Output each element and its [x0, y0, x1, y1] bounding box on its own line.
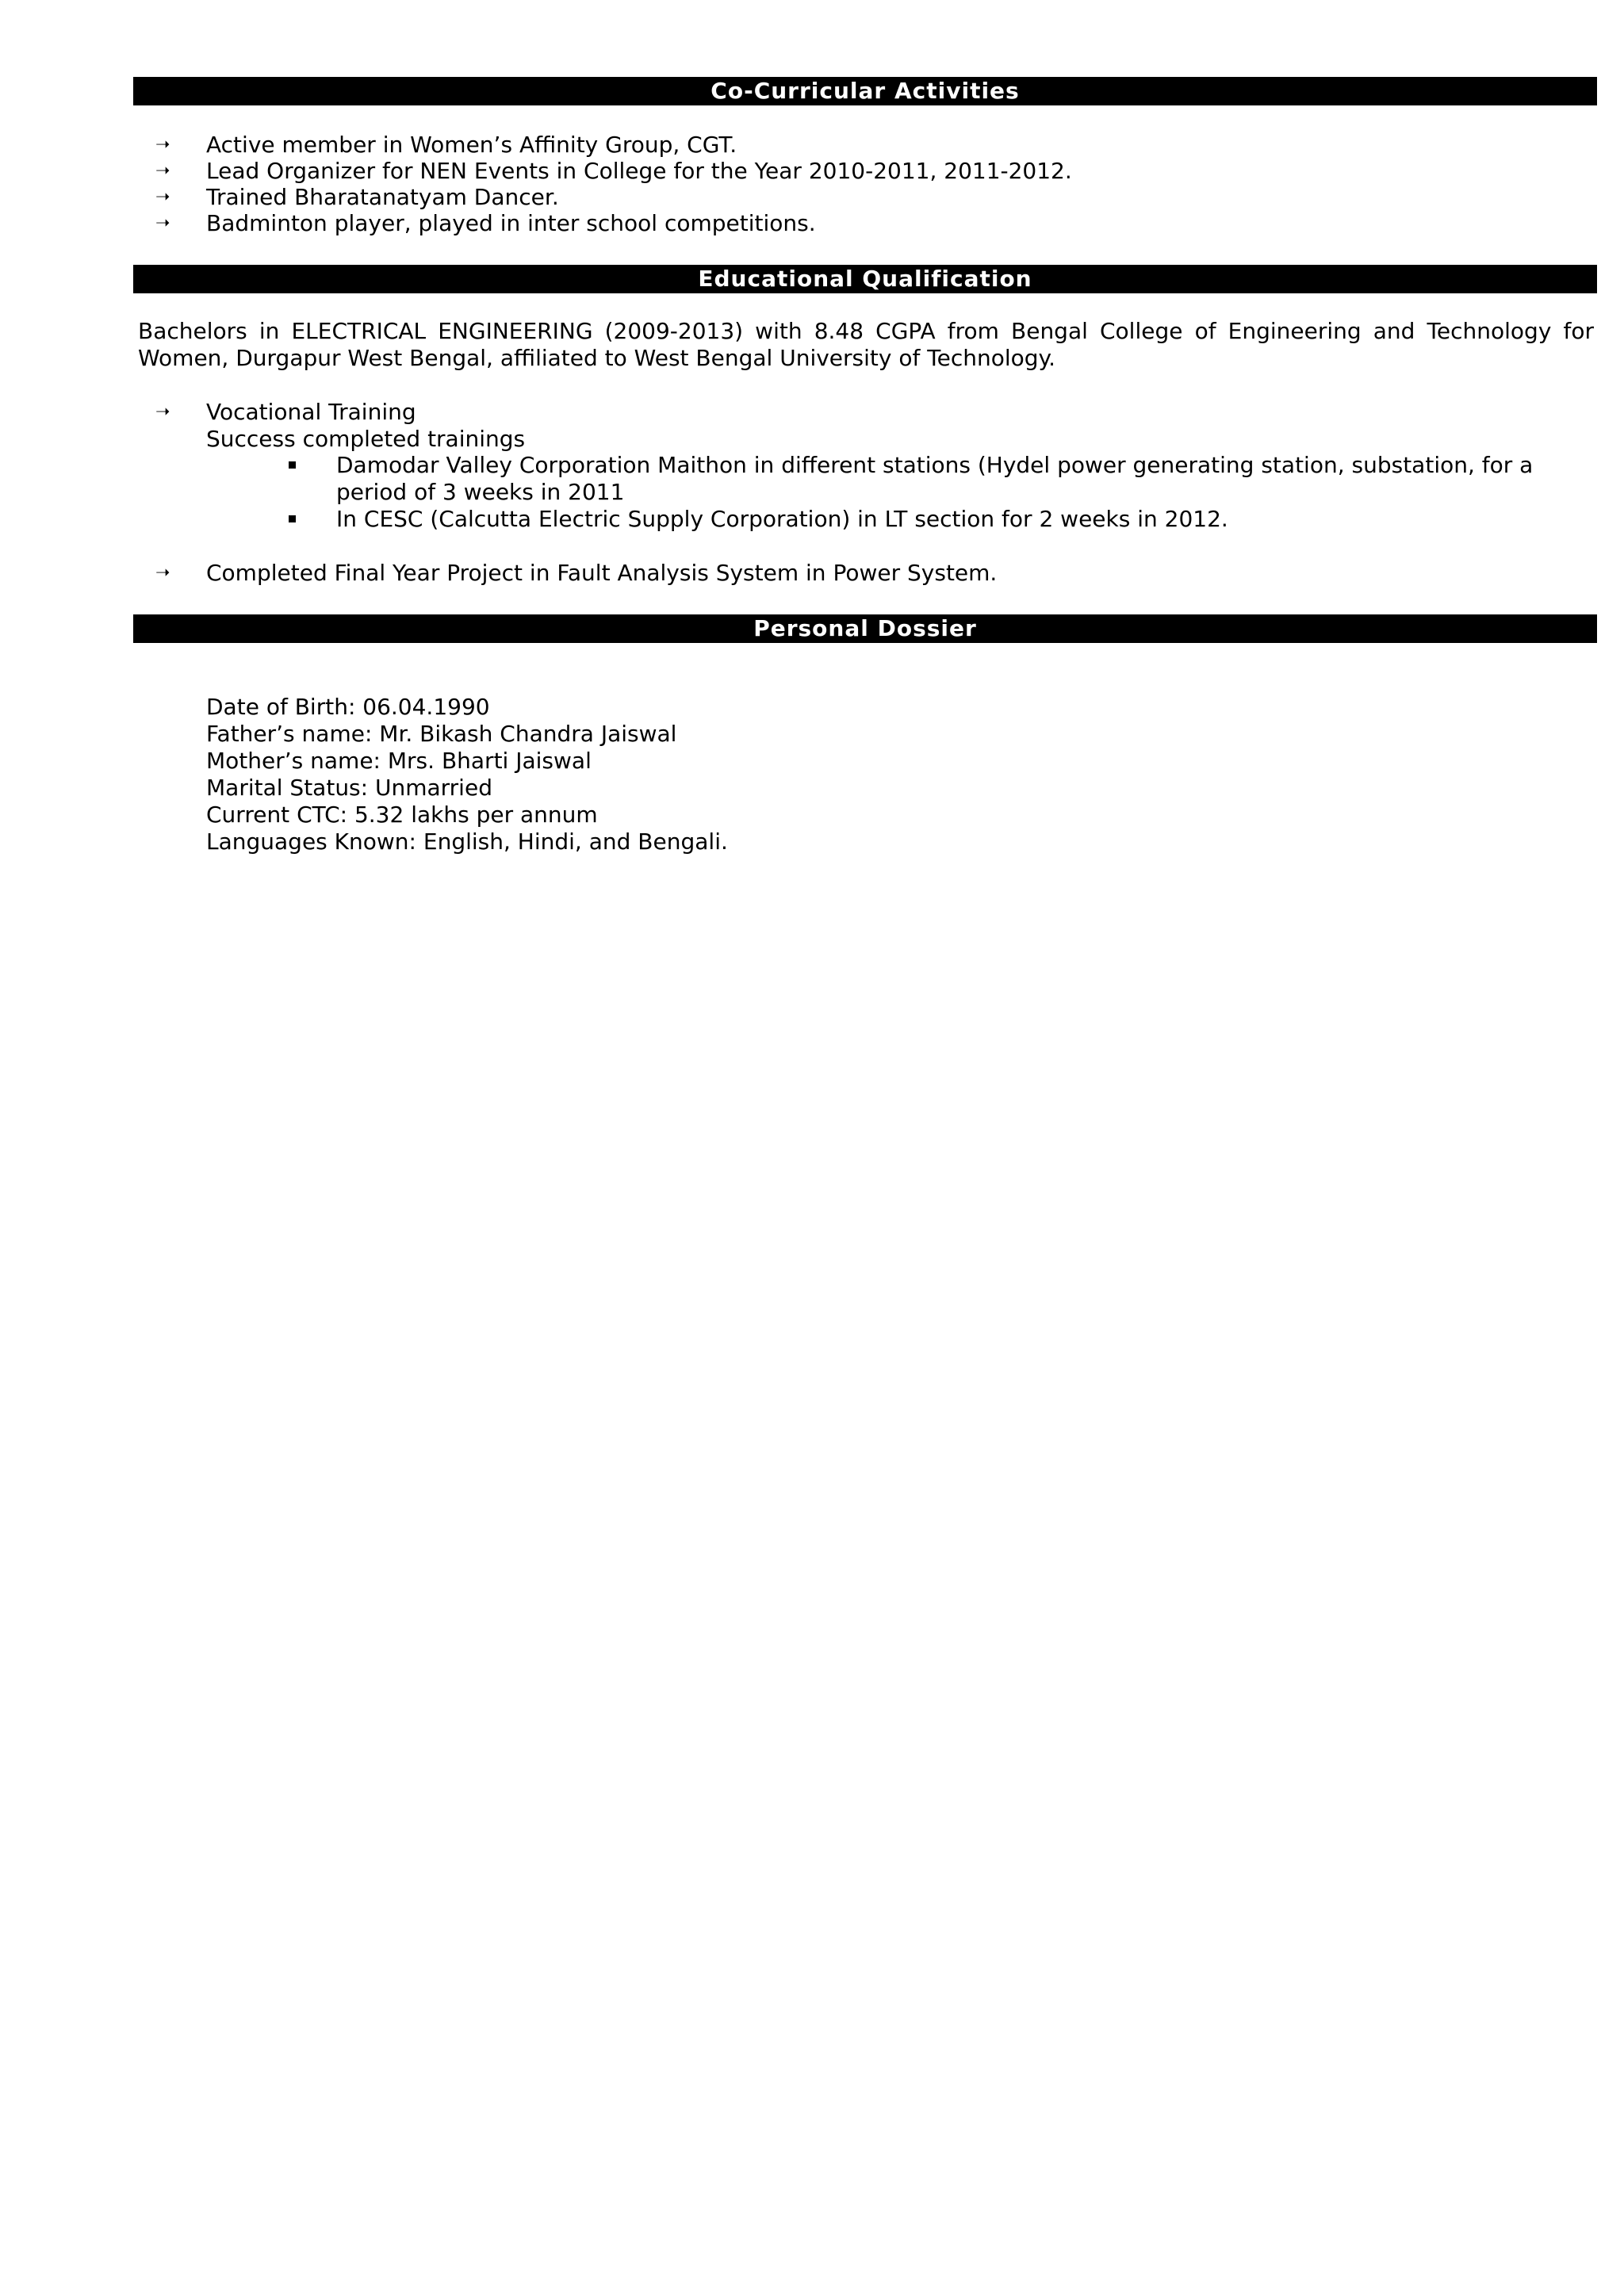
personal-detail-father: Father’s name: Mr. Bikash Chandra Jaiswal: [206, 721, 677, 747]
final-year-project: Completed Final Year Project in Fault Analysis System in Power System.: [206, 560, 998, 586]
training-item-continuation: period of 3 weeks in 2011: [336, 479, 625, 505]
arrow-bullet-icon: ➝: [155, 563, 170, 583]
vocational-training-title: Vocational Training: [206, 399, 416, 425]
co-curricular-item: Active member in Women’s Affinity Group, CGT.: [206, 132, 737, 158]
arrow-bullet-icon: ➝: [155, 135, 170, 155]
arrow-bullet-icon: ➝: [155, 402, 170, 422]
section-header-co-curricular: Co-Curricular Activities: [133, 77, 1597, 105]
personal-detail-dob: Date of Birth: 06.04.1990: [206, 694, 490, 720]
co-curricular-item: Badminton player, played in inter school competitions.: [206, 210, 816, 236]
personal-detail-languages: Languages Known: English, Hindi, and Bengali.: [206, 828, 728, 855]
arrow-bullet-icon: ➝: [155, 161, 170, 181]
section-header-personal: Personal Dossier: [133, 614, 1597, 643]
training-item: In CESC (Calcutta Electric Supply Corporation) in LT section for 2 weeks in 2012.: [336, 506, 1228, 532]
co-curricular-item: Trained Bharatanatyam Dancer.: [206, 184, 559, 210]
personal-detail-ctc: Current CTC: 5.32 lakhs per annum: [206, 802, 598, 828]
co-curricular-item: Lead Organizer for NEN Events in College for the Year 2010-2011, 2011-2012.: [206, 158, 1072, 184]
training-item: Damodar Valley Corporation Maithon in different stations (Hydel power generating station, substation, for a: [336, 452, 1534, 478]
arrow-bullet-icon: ➝: [155, 213, 170, 233]
personal-detail-mother: Mother’s name: Mrs. Bharti Jaiswal: [206, 748, 592, 774]
vocational-training-subtitle: Success completed trainings: [206, 426, 526, 452]
square-bullet-icon: [289, 515, 296, 522]
square-bullet-icon: [289, 461, 296, 469]
arrow-bullet-icon: ➝: [155, 187, 170, 207]
personal-detail-marital: Marital Status: Unmarried: [206, 775, 492, 801]
education-summary: Bachelors in ELECTRICAL ENGINEERING (2009-2013) with 8.48 CGPA from Bengal College of Engineering and Technology for Women, Durgapur West Bengal, affiliated to West Bengal University of Technology.: [138, 318, 1594, 371]
section-header-education: Educational Qualification: [133, 265, 1597, 293]
